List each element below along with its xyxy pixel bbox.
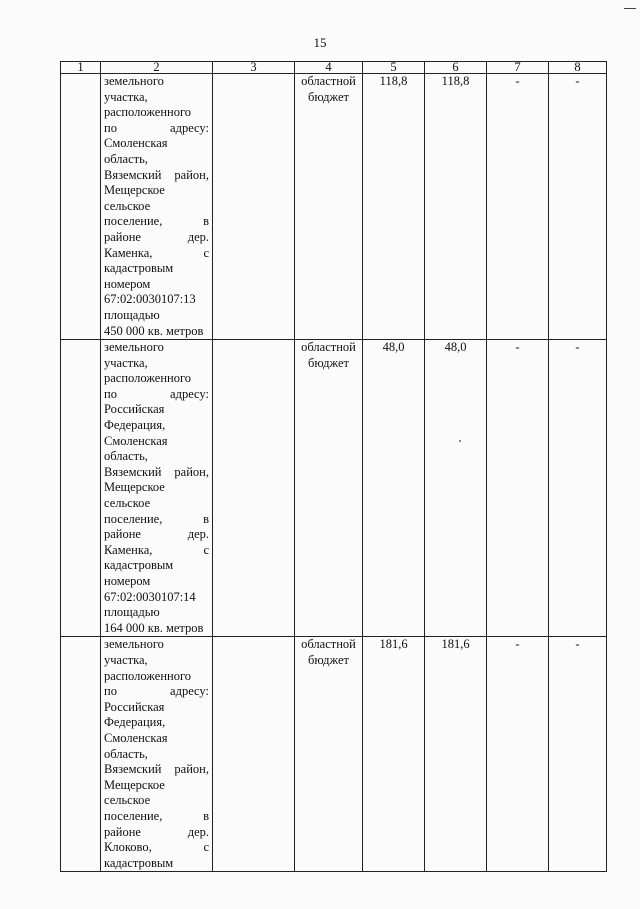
description-line: Федерация, xyxy=(104,715,166,730)
description-line: Клоково, с xyxy=(104,840,209,855)
table-body xyxy=(61,74,607,872)
description-line: по адресу: xyxy=(104,120,209,135)
table-row xyxy=(61,74,607,340)
description-line: кадастровым xyxy=(104,261,174,276)
description-line: область, xyxy=(104,746,148,761)
description-line: Смоленская xyxy=(104,136,168,151)
description-line: Каменка, с xyxy=(104,245,209,260)
description-line: Вяземский район, xyxy=(104,464,209,479)
funding-source-cell: областной бюджет xyxy=(295,74,363,340)
description-line: 164 000 кв. метров xyxy=(104,620,204,635)
description-line: площадью xyxy=(104,605,160,620)
column-header: 7 xyxy=(487,62,549,74)
description-line: площадью xyxy=(104,307,160,322)
column-3-cell xyxy=(213,637,295,872)
scan-speck xyxy=(459,440,461,442)
column-header: 1 xyxy=(61,62,101,74)
description-line: Смоленская xyxy=(104,433,168,448)
description-line: область, xyxy=(104,449,148,464)
description-line: земельного xyxy=(104,637,164,652)
description-line: сельское xyxy=(104,198,151,213)
description-line: кадастровым xyxy=(104,558,174,573)
column-header: 5 xyxy=(363,62,425,74)
description-line: сельское xyxy=(104,496,151,511)
description-line: расположенного xyxy=(104,105,192,120)
column-6-value: 48,0 xyxy=(425,340,487,637)
object-description-cell xyxy=(101,340,213,637)
description-line: участка, xyxy=(104,89,148,104)
description-line: Федерация, xyxy=(104,418,166,433)
description-line: Вяземский район, xyxy=(104,167,209,182)
description-line: поселение, в xyxy=(104,808,209,823)
description-line: по адресу: xyxy=(104,386,209,401)
description-line: Российская xyxy=(104,699,165,714)
column-header: 3 xyxy=(213,62,295,74)
description-line: Мещерское xyxy=(104,777,165,792)
corner-mark xyxy=(624,8,636,9)
description-line: поселение, в xyxy=(104,214,209,229)
table-row xyxy=(61,637,607,872)
column-5-value: 118,8 xyxy=(363,74,425,340)
data-table xyxy=(60,61,607,872)
column-header: 4 xyxy=(295,62,363,74)
description-line: кадастровым xyxy=(104,855,174,870)
description-line: 67:02:0030107:14 xyxy=(104,589,196,604)
description-line: Каменка, с xyxy=(104,542,209,557)
column-8-value: - xyxy=(549,74,607,340)
description-line: земельного xyxy=(104,340,164,355)
description-line: участка, xyxy=(104,652,148,667)
column-5-value: 181,6 xyxy=(363,637,425,872)
description-line: номером xyxy=(104,574,151,588)
description-line: поселение, в xyxy=(104,511,209,526)
column-8-value: - xyxy=(549,340,607,637)
funding-source-cell: областной бюджет xyxy=(295,637,363,872)
header-row xyxy=(61,62,607,74)
description-line: 450 000 кв. метров xyxy=(104,323,204,338)
row-number-cell xyxy=(61,74,101,340)
object-description-cell xyxy=(101,74,213,340)
description-line: районе дер. xyxy=(104,824,209,839)
description-line: Смоленская xyxy=(104,730,168,745)
description-line: номером xyxy=(104,276,151,291)
column-header: 2 xyxy=(101,62,213,74)
column-6-value: 118,8 xyxy=(425,74,487,340)
row-number-cell xyxy=(61,637,101,872)
column-5-value: 48,0 xyxy=(363,340,425,637)
description-line: область, xyxy=(104,151,148,166)
column-7-value: - xyxy=(487,637,549,872)
description-line: расположенного xyxy=(104,668,192,683)
description-line: Мещерское xyxy=(104,480,165,495)
description-line: Российская xyxy=(104,402,165,417)
column-header: 6 xyxy=(425,62,487,74)
description-line: районе дер. xyxy=(104,229,209,244)
description-line: участка, xyxy=(104,355,148,370)
description-line: Вяземский район, xyxy=(104,762,209,777)
column-3-cell xyxy=(213,74,295,340)
page-number: 15 xyxy=(313,35,327,50)
row-number-cell xyxy=(61,340,101,637)
description-line: 67:02:0030107:13 xyxy=(104,292,196,307)
description-line: районе дер. xyxy=(104,527,209,542)
description-line: земельного xyxy=(104,74,164,88)
table-row xyxy=(61,340,607,637)
column-7-value: - xyxy=(487,74,549,340)
description-line: по адресу: xyxy=(104,684,209,699)
object-description-cell xyxy=(101,637,213,872)
column-6-value: 181,6 xyxy=(425,637,487,872)
description-line: расположенного xyxy=(104,371,192,386)
column-8-value: - xyxy=(549,637,607,872)
column-header: 8 xyxy=(549,62,607,74)
funding-source-cell: областной бюджет xyxy=(295,340,363,637)
description-line: сельское xyxy=(104,793,151,808)
column-3-cell xyxy=(213,340,295,637)
description-line: Мещерское xyxy=(104,183,165,198)
column-7-value: - xyxy=(487,340,549,637)
